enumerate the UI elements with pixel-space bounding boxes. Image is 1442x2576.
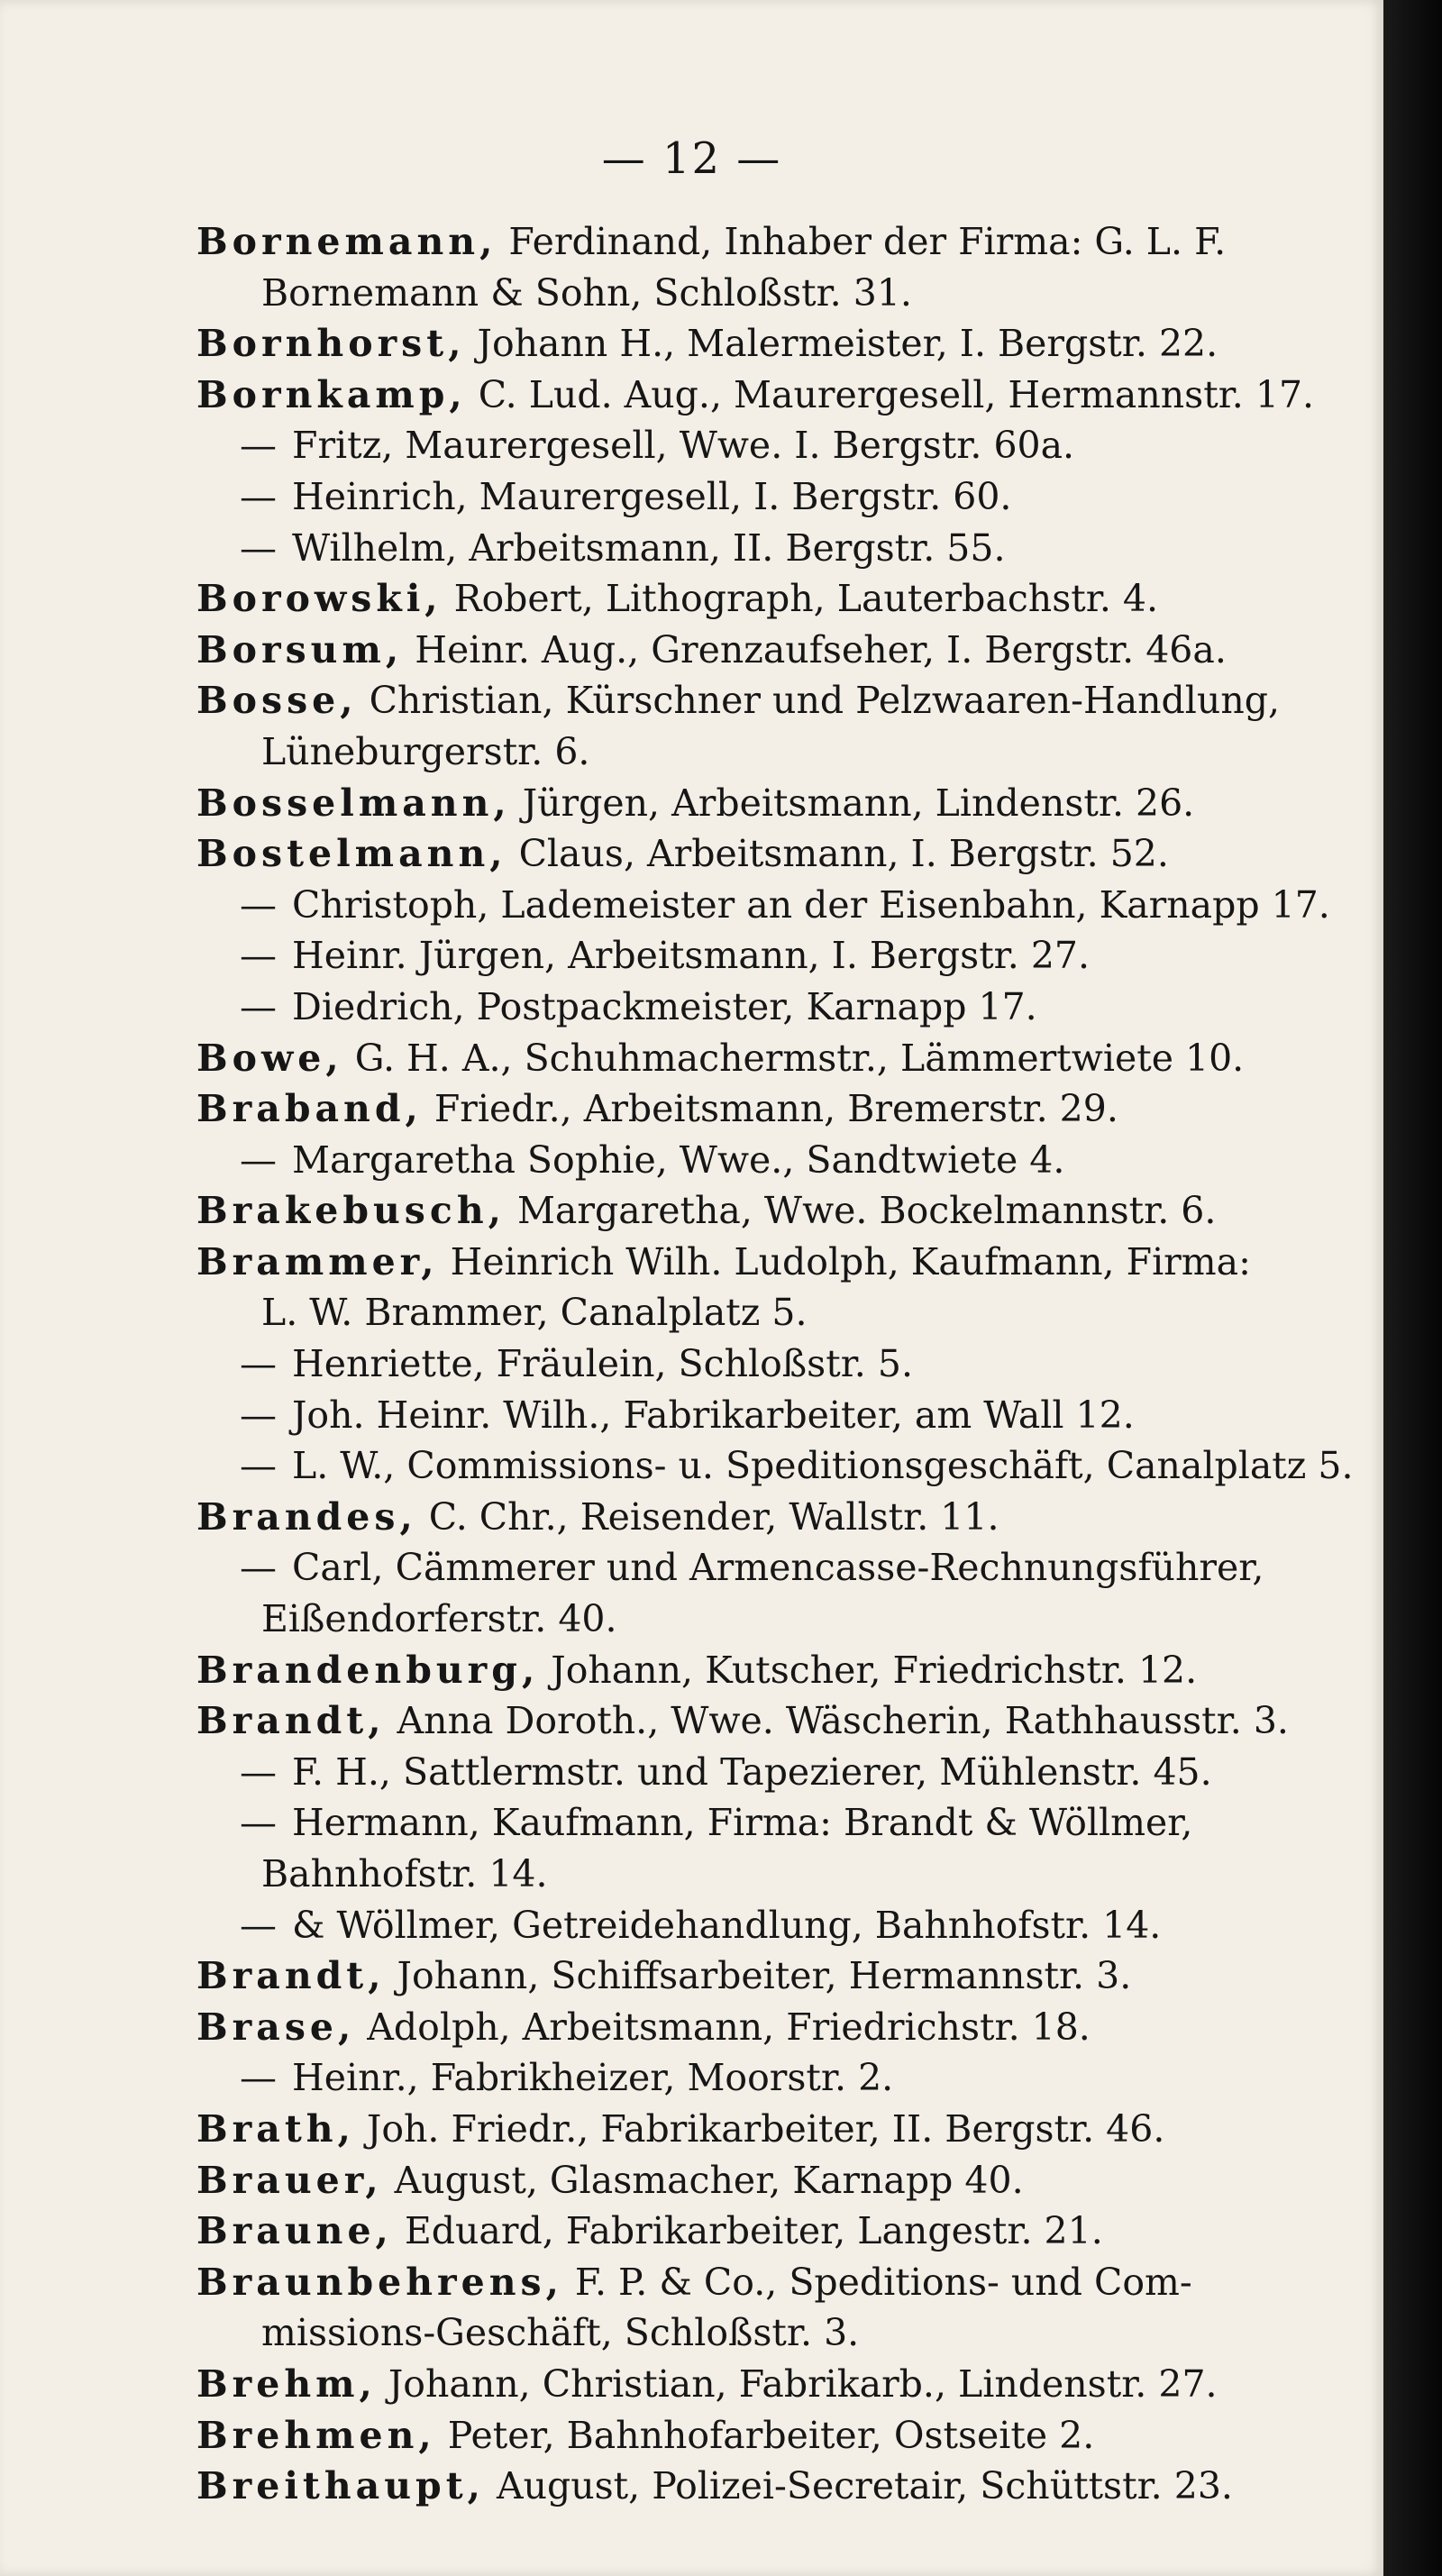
entry-text: Friedr., Arbeitsmann, Bremerstr. 29. (422, 1087, 1118, 1131)
sub-entry-line (196, 1747, 1368, 1798)
surname: Braune, (196, 2209, 393, 2253)
surname: Bowe, (196, 1036, 343, 1080)
ditto-dash: — (240, 1903, 277, 1947)
entry-text: C. Lud. Aug., Maurergesell, Hermannstr. 17. (466, 372, 1315, 416)
entry-text: missions-Geschäft, Schloßstr. 3. (261, 2311, 860, 2355)
entry-text: Diedrich, Postpackmeister, Karnapp 17. (292, 984, 1037, 1028)
sub-entry-line (196, 1338, 1368, 1390)
surname: Bostelmann, (196, 832, 507, 876)
sub-entry-line (196, 930, 1368, 982)
entry-text: Heinr. Jürgen, Arbeitsmann, I. Bergstr. 27. (292, 934, 1091, 978)
surname: Braunbehrens, (196, 2260, 563, 2304)
entry-text: Wilhelm, Arbeitsmann, II. Bergstr. 55. (292, 525, 1006, 570)
sub-entry-line (196, 880, 1368, 931)
ditto-dash: — (240, 1546, 277, 1590)
surname: Brauer, (196, 2158, 383, 2202)
entry-text: Heinr. Aug., Grenzaufseher, I. Bergstr. 46a. (403, 627, 1227, 671)
entry-text: Adolph, Arbeitsmann, Friedrichstr. 18. (355, 2005, 1091, 2049)
sub-entry-line (196, 1900, 1368, 1951)
entry-text: Heinr., Fabrikheizer, Moorstr. 2. (292, 2056, 894, 2100)
entry-line (196, 2155, 1368, 2206)
entry-text: & Wöllmer, Getreidehandlung, Bahnhofstr. 14. (292, 1903, 1162, 1947)
sub-entry-line (196, 2052, 1368, 2104)
entry-text: Lüneburgerstr. 6. (261, 729, 590, 773)
surname: Brehmen, (196, 2413, 436, 2457)
entry-text: Eißendorferstr. 40. (261, 1597, 617, 1641)
sub-entry-line (196, 1135, 1368, 1186)
entry-text: Joh. Friedr., Fabrikarbeiter, II. Bergstr. 46. (354, 2106, 1165, 2151)
sub-entry-line (196, 1542, 1368, 1594)
ditto-dash: — (240, 424, 277, 468)
entry-line (196, 2002, 1368, 2053)
surname: Bosse, (196, 679, 358, 723)
entry-line (196, 2104, 1368, 2155)
entry-text: August, Glasmacher, Karnapp 40. (382, 2158, 1024, 2202)
entry-line (196, 370, 1368, 421)
surname: Bornhorst, (196, 322, 466, 366)
entry-text: Ferdinand, Inhaber der Firma: G. L. F. (497, 220, 1227, 263)
ditto-dash: — (240, 1444, 277, 1488)
entry-text: Christoph, Lademeister an der Eisenbahn, Karnapp 17. (292, 882, 1330, 927)
entry-line (196, 1083, 1368, 1135)
entry-text: Henriette, Fräulein, Schloßstr. 5. (292, 1342, 913, 1386)
entry-line (196, 2257, 1368, 2308)
ditto-dash: — (240, 1342, 277, 1386)
entry-continuation-line (196, 1849, 1368, 1900)
surname: Borowski, (196, 577, 443, 621)
entry-text: Peter, Bahnhofarbeiter, Ostseite 2. (435, 2413, 1095, 2457)
surname: Brandenburg, (196, 1648, 540, 1692)
entry-text: Johann, Schiffsarbeiter, Hermannstr. 3. (385, 1954, 1132, 1998)
entry-line (196, 216, 1368, 268)
entry-text: F. P. & Co., Speditions- und Com- (562, 2260, 1192, 2304)
entry-line (196, 1950, 1368, 2002)
entry-line (196, 2461, 1368, 2512)
entry-text: Anna Doroth., Wwe. Wäscherin, Rathhausstr. 3. (385, 1699, 1289, 1743)
ditto-dash: — (240, 1393, 277, 1437)
entry-text: C. Chr., Reisender, Wallstr. 11. (416, 1494, 999, 1539)
entry-text: Heinrich Wilh. Ludolph, Kaufmann, Firma: (438, 1239, 1251, 1283)
ditto-dash: — (240, 984, 277, 1028)
entry-text: G. H. A., Schuhmachermstr., Lämmertwiete 10. (342, 1036, 1245, 1080)
surname: Brath, (196, 2106, 355, 2151)
entry-line (196, 1695, 1368, 1747)
sub-entry-line (196, 420, 1368, 471)
entry-continuation-line (196, 726, 1368, 778)
sub-entry-line (196, 523, 1368, 574)
entry-text: L. W. Brammer, Canalplatz 5. (261, 1291, 808, 1335)
entry-text: Bornemann & Sohn, Schloßstr. 31. (261, 270, 912, 315)
entry-text: Jürgen, Arbeitsmann, Lindenstr. 26. (510, 781, 1195, 825)
entry-line (196, 625, 1368, 676)
entry-line (196, 1645, 1368, 1696)
entry-continuation-line (196, 1594, 1368, 1645)
entry-text: L. W., Commissions- u. Speditionsgeschäft, Canalplatz 5. (292, 1444, 1354, 1488)
directory-entries (196, 216, 1368, 2512)
entry-line (196, 1492, 1368, 1543)
surname: Brandes, (196, 1494, 417, 1539)
sub-entry-line (196, 982, 1368, 1033)
ditto-dash: — (240, 525, 277, 570)
ditto-dash: — (240, 1137, 277, 1182)
entry-text: Heinrich, Maurergesell, I. Bergstr. 60. (292, 474, 1012, 518)
entry-line (196, 318, 1368, 370)
page-number: — 12 — (601, 133, 782, 184)
surname: Brandt, (196, 1954, 386, 1998)
entry-text: Johann, Christian, Fabrikarb., Lindenstr. 27. (376, 2361, 1218, 2406)
entry-continuation-line (196, 1287, 1368, 1338)
surname: Brakebusch, (196, 1189, 506, 1233)
ditto-dash: — (240, 474, 277, 518)
entry-text: Hermann, Kaufmann, Firma: Brandt & Wöllmer, (292, 1801, 1193, 1845)
entry-text: Eduard, Fabrikarbeiter, Langestr. 21. (392, 2209, 1103, 2253)
entry-text: Johann, Kutscher, Friedrichstr. 12. (539, 1648, 1198, 1692)
entry-line (196, 2206, 1368, 2257)
surname: Bornkamp, (196, 372, 467, 416)
surname: Brammer, (196, 1239, 439, 1283)
surname: Brase, (196, 2005, 356, 2049)
entry-text: Joh. Heinr. Wilh., Fabrikarbeiter, am Wall 12. (292, 1393, 1135, 1437)
ditto-dash: — (240, 1749, 277, 1794)
entry-line (196, 1185, 1368, 1237)
entry-line (196, 573, 1368, 625)
ditto-dash: — (240, 1801, 277, 1845)
ditto-dash: — (240, 934, 277, 978)
sub-entry-line (196, 1390, 1368, 1441)
entry-continuation-line (196, 2307, 1368, 2359)
entry-text: Margaretha, Wwe. Bockelmannstr. 6. (505, 1189, 1217, 1233)
entry-line (196, 828, 1368, 880)
surname: Borsum, (196, 627, 404, 671)
entry-text: Christian, Kürschner und Pelzwaaren-Handlung, (357, 679, 1281, 723)
ditto-dash: — (240, 882, 277, 927)
entry-text: August, Polizei-Secretair, Schüttstr. 23. (484, 2464, 1233, 2508)
entry-line (196, 675, 1368, 726)
entry-text: Bahnhofstr. 14. (261, 1852, 548, 1895)
surname: Bornemann, (196, 220, 497, 263)
surname: Braband, (196, 1087, 423, 1131)
entry-text: F. H., Sattlermstr. und Tapezierer, Mühlenstr. 45. (292, 1749, 1212, 1794)
entry-text: Fritz, Maurergesell, Wwe. I. Bergstr. 60a. (292, 424, 1075, 468)
sub-entry-line (196, 1440, 1368, 1492)
surname: Breithaupt, (196, 2464, 485, 2508)
sub-entry-line (196, 471, 1368, 523)
entry-line (196, 778, 1368, 829)
sub-entry-line (196, 1797, 1368, 1849)
entry-text: Johann H., Malermeister, I. Bergstr. 22. (465, 322, 1218, 366)
surname: Bosselmann, (196, 781, 511, 825)
entry-text: Margaretha Sophie, Wwe., Sandtwiete 4. (292, 1137, 1065, 1182)
entry-text: Carl, Cämmerer und Armencasse-Rechnungsführer, (292, 1546, 1264, 1590)
entry-text: Robert, Lithograph, Lauterbachstr. 4. (442, 577, 1159, 621)
ditto-dash: — (240, 2056, 277, 2100)
surname: Brehm, (196, 2361, 377, 2406)
entry-line (196, 2359, 1368, 2410)
page-edge-shadow (1383, 0, 1442, 2576)
entry-line (196, 1237, 1368, 1288)
entry-line (196, 1033, 1368, 1084)
entry-line (196, 2410, 1368, 2462)
surname: Brandt, (196, 1699, 386, 1743)
entry-text: Claus, Arbeitsmann, I. Bergstr. 52. (507, 832, 1169, 876)
entry-continuation-line (196, 268, 1368, 319)
